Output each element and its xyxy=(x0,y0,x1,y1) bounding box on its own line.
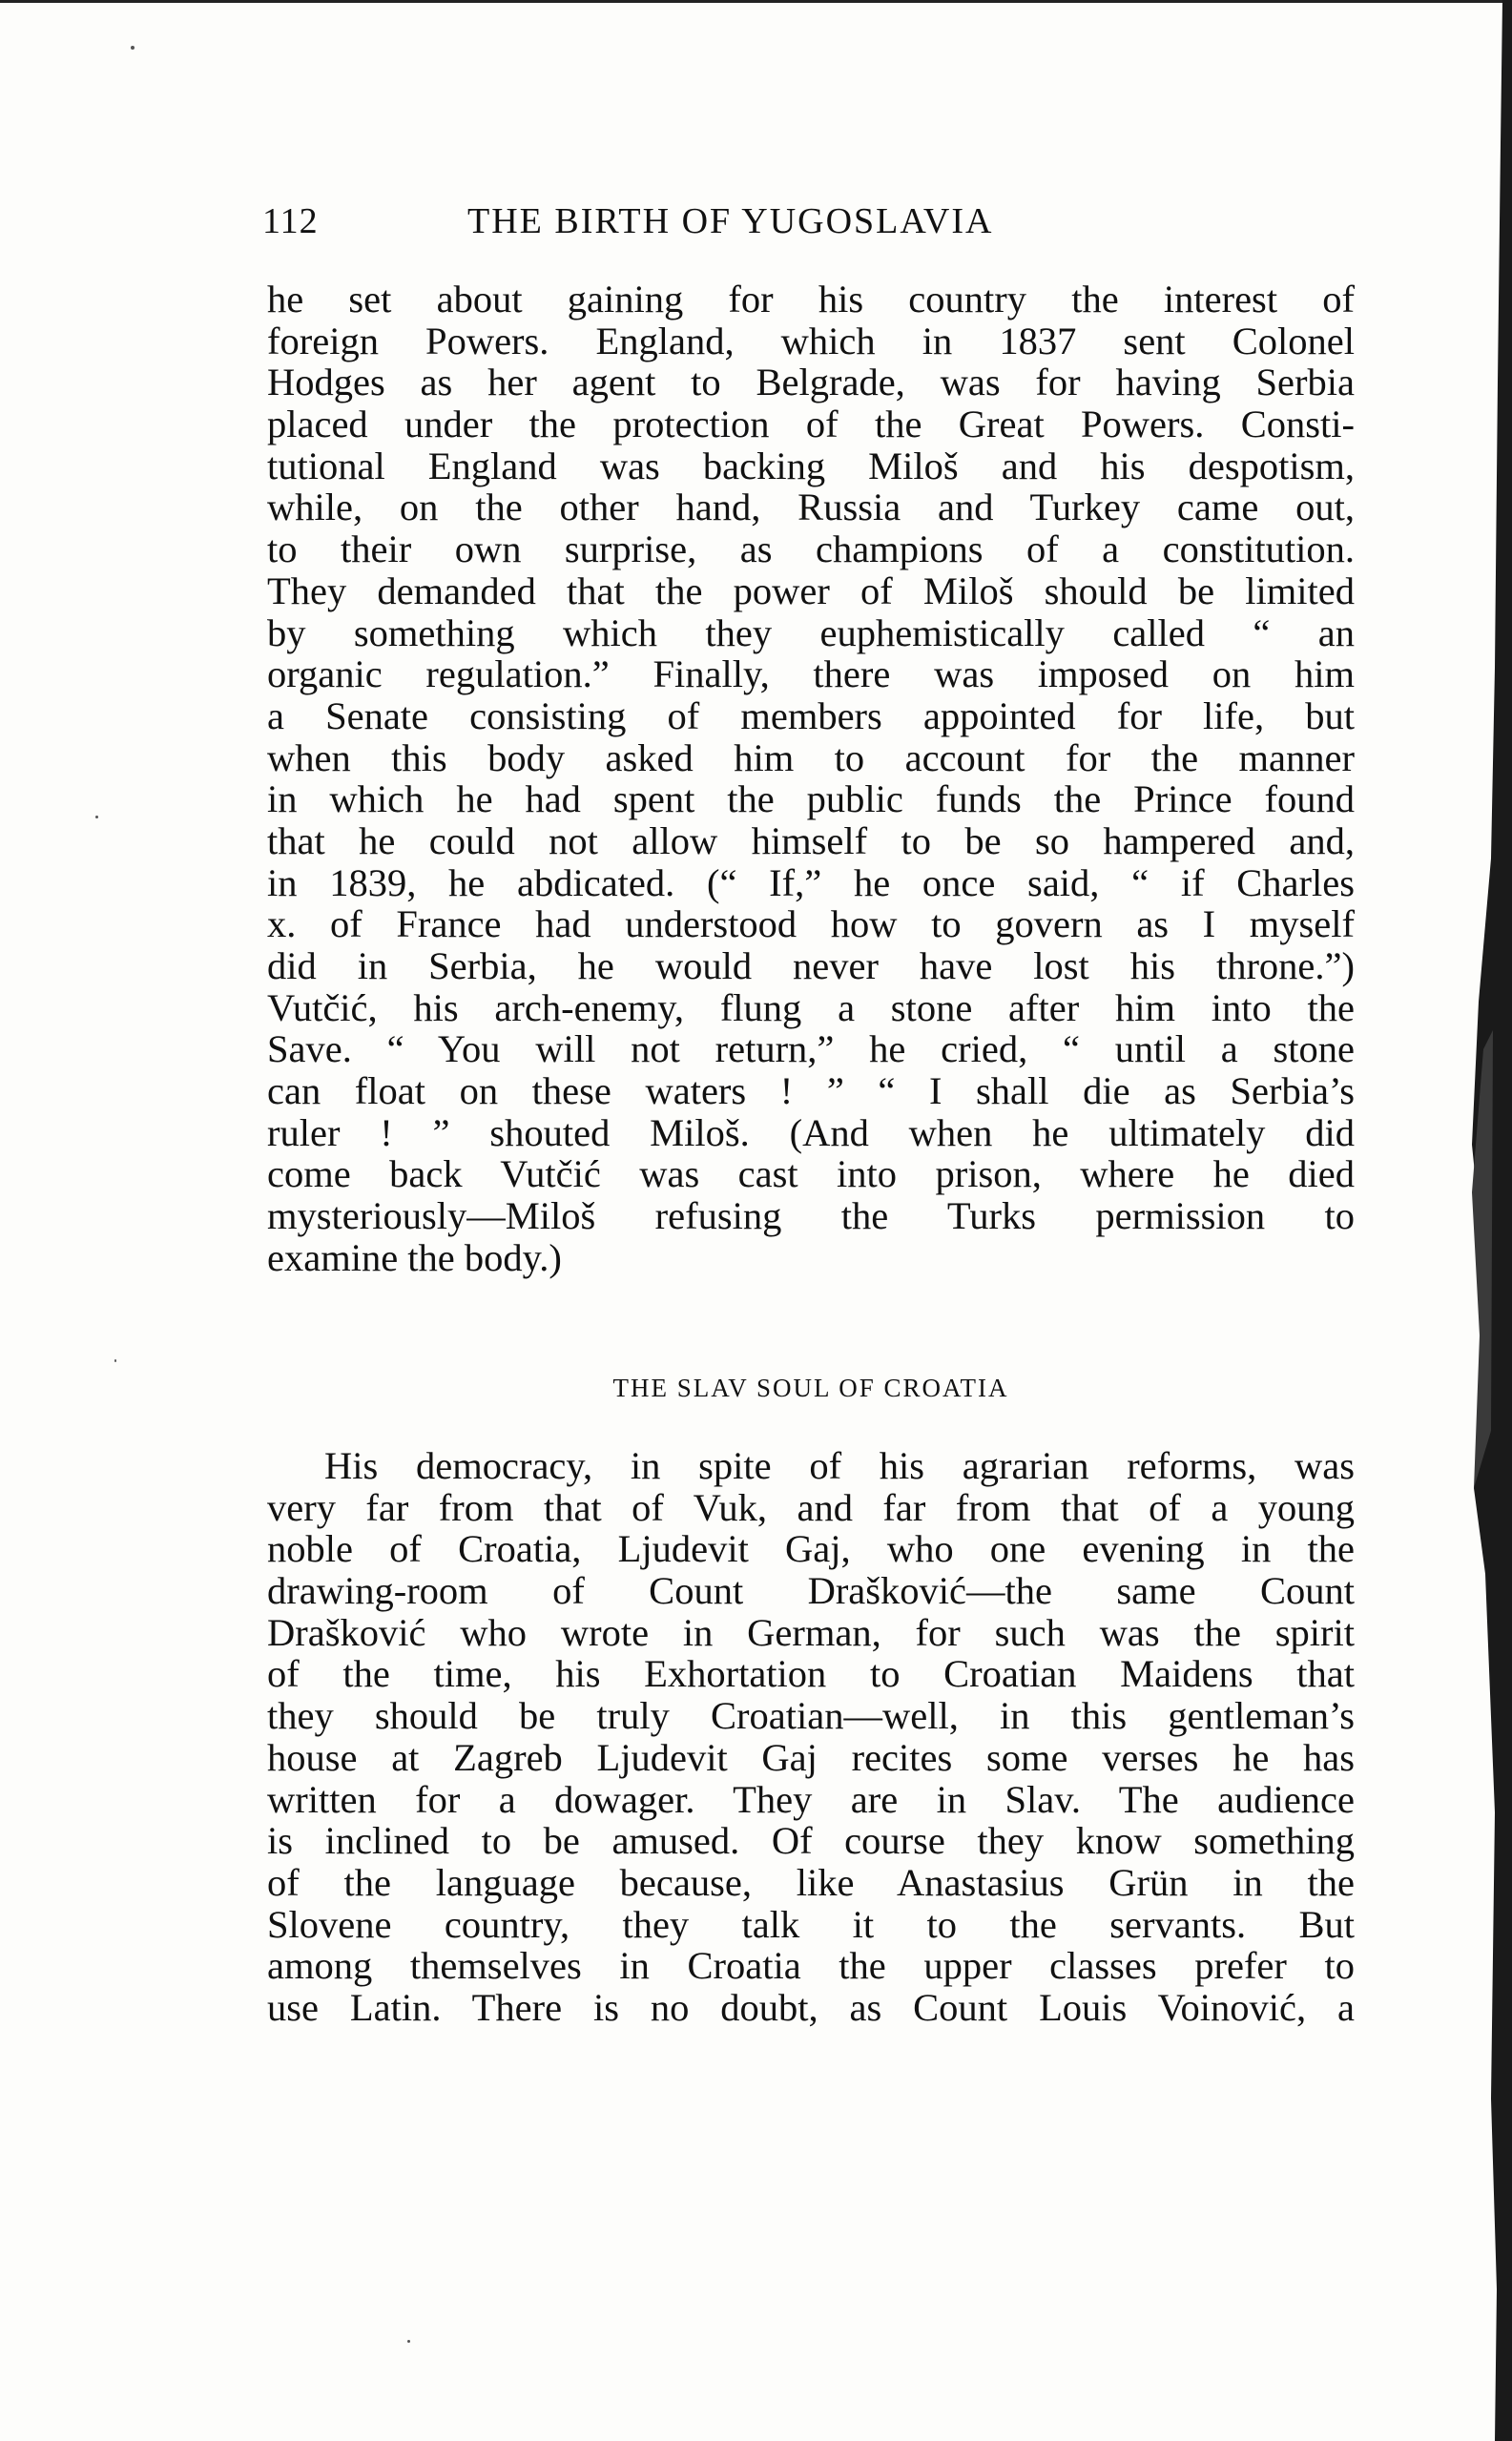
text-line: His democracy, in spite of his agrarian reforms, was xyxy=(324,1444,1355,1487)
text-line: very far from that of Vuk, and far from that of a young xyxy=(267,1485,1355,1529)
text-line: they should be truly Croatian—well, in this gentleman’s xyxy=(267,1694,1355,1738)
text-line: of the time, his Exhortation to Croatian Maidens that xyxy=(267,1652,1355,1696)
text-line: ruler ! ” shouted Miloš. (And when he ultimately did xyxy=(267,1110,1355,1154)
running-header xyxy=(262,191,1359,258)
text-line: Vutčić, his arch-enemy, flung a stone after him into the xyxy=(267,985,1355,1029)
text-line: organic regulation.” Finally, there was imposed on him xyxy=(267,652,1355,696)
ink-speck xyxy=(131,46,135,50)
text-line: in 1839, he abdicated. (“ If,” he once said, “ if Charles xyxy=(267,860,1355,904)
page-edge-shadow xyxy=(1445,0,1512,2441)
text-line: by something which they euphemistically called “ an xyxy=(267,610,1355,654)
running-title: THE BIRTH OF YUGOSLAVIA xyxy=(467,201,994,241)
text-line: Slovene country, they talk it to the servants. But xyxy=(267,1902,1355,1946)
text-line: can float on these waters ! ” “ I shall die as Serbia’s xyxy=(267,1069,1355,1113)
text-line: x. of France had understood how to govern as I myself xyxy=(267,902,1355,946)
paragraph-1 xyxy=(267,279,1355,1279)
page-number: 112 xyxy=(262,201,319,241)
text-line: Drašković who wrote in German, for such was the spirit xyxy=(267,1610,1355,1654)
text-line: placed under the protection of the Great Powers. Consti- xyxy=(267,403,1355,446)
text-line: Hodges as her agent to Belgrade, was for having Serbia xyxy=(267,361,1355,404)
text-line: among themselves in Croatia the upper classes prefer to xyxy=(267,1944,1355,1988)
text-line: house at Zagreb Ljudevit Gaj recites some verses he has xyxy=(267,1735,1355,1779)
section-heading: THE SLAV SOUL OF CROATIA xyxy=(612,1374,1009,1402)
text-line: written for a dowager. They are in Slav. The audience xyxy=(267,1777,1355,1821)
text-line: They demanded that the power of Miloš should be limited xyxy=(267,569,1355,612)
text-line: of the language because, like Anastasius Grün in the xyxy=(267,1860,1355,1904)
text-line: that he could not allow himself to be so hampered and, xyxy=(267,818,1355,862)
text-line: noble of Croatia, Ljudevit Gaj, who one evening in the xyxy=(267,1527,1355,1571)
text-line: did in Serbia, he would never have lost his throne.”) xyxy=(267,944,1355,987)
paragraph-2 xyxy=(267,1445,1355,2029)
text-line: come back Vutčić was cast into prison, where he died xyxy=(267,1152,1355,1196)
ink-speck xyxy=(95,816,98,818)
text-line: a Senate consisting of members appointed for life, but xyxy=(267,693,1355,737)
text-line: tutional England was backing Miloš and his despotism, xyxy=(267,444,1355,487)
ink-speck xyxy=(407,2340,410,2343)
text-line: use Latin. There is no doubt, as Count Louis Voinović, a xyxy=(267,1985,1355,2029)
text-line: drawing-room of Count Drašković—the same Count xyxy=(267,1569,1355,1613)
text-line: Save. “ You will not return,” he cried, “ until a stone xyxy=(267,1027,1355,1071)
text-line: foreign Powers. England, which in 1837 sent Colonel xyxy=(267,319,1355,362)
ink-speck xyxy=(114,1359,116,1362)
text-line: mysteriously—Miloš refusing the Turks permission to xyxy=(267,1194,1355,1238)
text-line: while, on the other hand, Russia and Turkey came out, xyxy=(267,486,1355,529)
text-line: he set about gaining for his country the interest of xyxy=(267,278,1355,321)
text-line: to their own surprise, as champions of a constitution. xyxy=(267,528,1355,571)
text-line: examine the body.) xyxy=(267,1235,562,1279)
text-line: in which he had spent the public funds the Prince found xyxy=(267,777,1355,821)
text-line: is inclined to be amused. Of course they know something xyxy=(267,1819,1355,1863)
text-line: when this body asked him to account for the manner xyxy=(267,735,1355,779)
top-edge-rule xyxy=(0,0,1512,3)
